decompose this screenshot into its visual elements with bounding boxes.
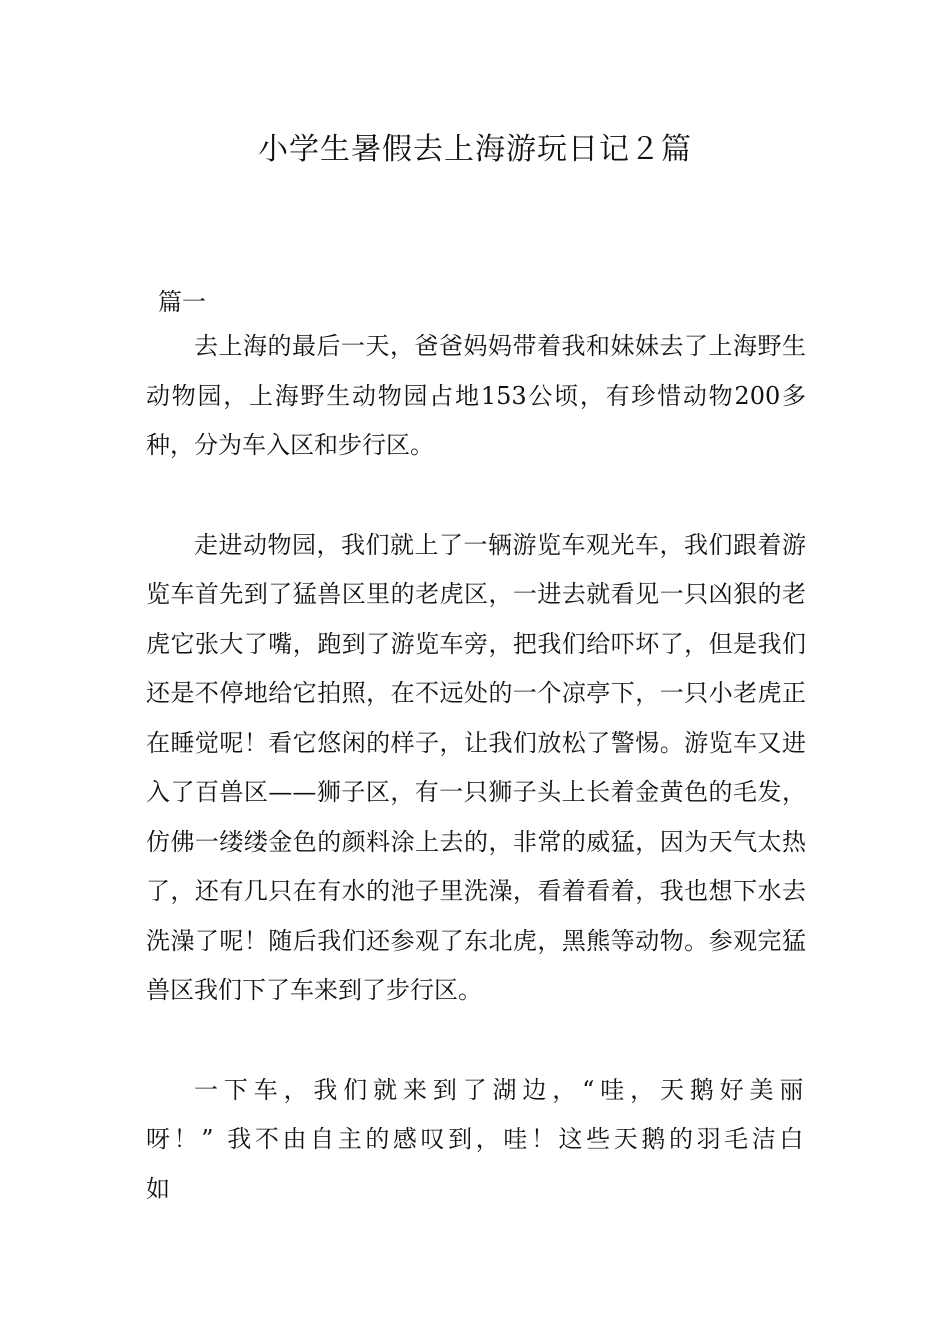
section-label: 篇一: [158, 288, 206, 316]
paragraph-spacer: [146, 471, 806, 521]
paragraph-spacer: [146, 1016, 806, 1066]
paragraph-2: 走进动物园，我们就上了一辆游览车观光车，我们跟着游览车首先到了猛兽区里的老虎区，一进去就看见一只凶狠的老虎它张大了嘴，跑到了游览车旁，把我们给吓坏了，但是我们还是不停地给它拍照，在不远处的一个凉亭下，一只小老虎正在睡觉呢！看它悠闲的样子，让我们放松了警惕。游览车又进入了百兽区——狮子区，有一只狮子头上长着金黄色的毛发，仿佛一缕缕金色的颜料涂上去的，非常的威猛，因为天气太热了，还有几只在有水的池子里洗澡，看着看着，我也想下水去洗澡了呢！随后我们还参观了东北虎，黑熊等动物。参观完猛兽区我们下了车来到了步行区。: [146, 530, 806, 1004]
paragraph-1: 去上海的最后一天，爸爸妈妈带着我和妹妹去了上海野生动物园，上海野生动物园占地153公顷，有珍惜动物200多种，分为车入区和步行区。: [146, 332, 806, 459]
document-body: [146, 282, 806, 1214]
paragraph-3: 一下车，我们就来到了湖边，“哇，天鹅好美丽呀！” 我不由自主的感叹到，哇！这些天鹅的羽毛洁白如: [146, 1075, 806, 1203]
document-title: 小学生暑假去上海游玩日记２篇: [258, 132, 692, 167]
